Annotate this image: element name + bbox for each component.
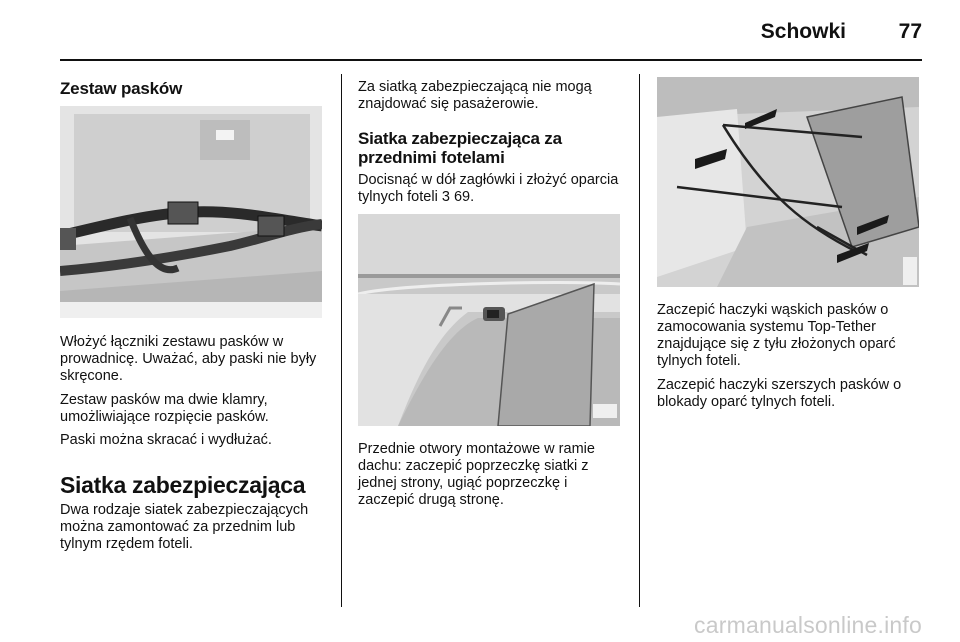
paragraph: Za siatką zabezpieczającą nie mogą znajdować się pasażerowie. xyxy=(358,79,592,112)
heading-net-front-seats: Siatka zabezpieczająca za przednimi fotelami xyxy=(358,129,562,167)
roof-mount-illustration xyxy=(358,214,620,426)
paragraph: Zestaw pasków ma dwie klamry, umożliwiające rozpięcie pasków. xyxy=(60,392,269,425)
paragraph: Przednie otwory montażowe w ramie dachu: zaczepić poprzeczkę siatki z jednej strony, ugiąć poprzeczkę i zaczepić drugą stronę. xyxy=(358,441,595,508)
figure-roof-mount xyxy=(358,214,620,426)
figure-strap-set xyxy=(60,106,322,318)
column-divider xyxy=(639,74,640,607)
page-number: 77 xyxy=(898,20,922,43)
heading-strap-set: Zestaw pasków xyxy=(60,79,183,98)
header-rule xyxy=(60,59,922,61)
strap-set-illustration xyxy=(60,106,322,318)
paragraph: Zaczepić haczyki szerszych pasków o blokady oparć tylnych foteli. xyxy=(657,377,902,410)
page-reference: 69. xyxy=(453,189,475,205)
paragraph: Zaczepić haczyki wąskich pasków o zamocowania systemu Top-Tether znajdujące się z tyłu złożonych oparć tylnych foteli. xyxy=(657,302,896,369)
page-reference-icon: 3 xyxy=(441,189,450,205)
figure-top-tether-hooks xyxy=(657,77,919,287)
top-tether-illustration xyxy=(657,77,919,287)
paragraph-with-reference xyxy=(358,172,626,206)
column-divider xyxy=(341,74,342,607)
paragraph: Włożyć łączniki zestawu pasków w prowadnicę. Uważać, aby paski nie były skręcone. xyxy=(60,334,317,384)
paragraph: Paski można skracać i wydłużać. xyxy=(60,432,272,448)
page-title: Schowki xyxy=(760,20,846,43)
paragraph: Dwa rodzaje siatek zabezpieczających można zamontować za przednim lub tylnym rzędem foteli. xyxy=(60,502,309,552)
page-header xyxy=(60,12,922,48)
watermark: carmanualsonline.info xyxy=(694,612,922,638)
heading-safety-net: Siatka zabezpieczająca xyxy=(60,472,306,498)
paragraph-text: Docisnąć w dół zagłówki i złożyć oparcia tylnych foteli xyxy=(358,172,619,205)
